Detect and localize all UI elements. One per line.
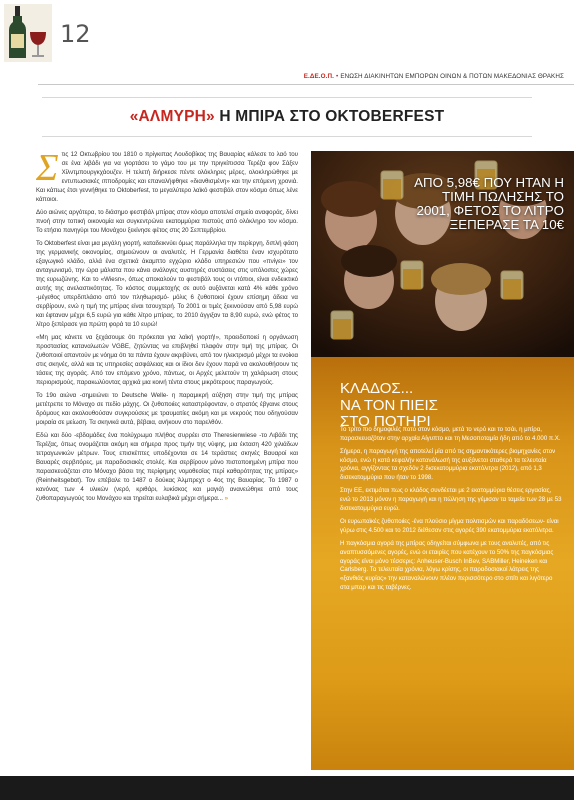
continue-arrow-icon: »	[224, 494, 229, 502]
sidebar-paragraph: Το τρίτο πιο δημοφιλές ποτό στον κόσμο, μετά το νερό και το τσάι, η μπίρα, παρασκευαζόταν στην αρχαία Αίγυπτο και τη Μεσοποταμία ήδη από το 4.000 π.Χ.	[340, 426, 561, 442]
sidebar-title-line: ΚΛΑΔΟΣ...	[340, 380, 414, 397]
footer-bar	[0, 776, 574, 800]
article-title	[130, 108, 445, 126]
header-divider	[38, 84, 574, 85]
sidebar-text	[340, 426, 562, 597]
sidebar-paragraph: Σήμερα, η παραγωγή της αποτελεί μία από τις σημαντικότερες βιομηχανίες στον κόσμο, ενώ η κατά κεφαλήν κατανάλωσή της αυξάνεται σταθερά τα τελευταία χρόνια, αγγίζοντας τα σχεδόν 2 δισεκατομμύρια εκατόλιτρα (2012), από 1,3 δισεκατομμύρια που ήταν το 1998.	[340, 447, 556, 482]
paragraph-text: τις 12 Οκτωβρίου του 1810 ο πρίγκιπας Λουδοβίκος της Βαυαρίας κάλεσε το λαό του σε ένα λιβάδι για να γιορτάσει το γάμο του με την πριγκίπισσα Τερέζα φον Σάξεν Χίλντμπουργκχάουζεν. Η τελετή διήρκεσε πέντε ολόκληρες μέρες, ολοκληρώθηκε με εντυπωσιακές ιπποδρομίες και επαναλήφθηκε «διανθισμένη» και την επόμενη χρονιά. Και κάπως έτσι γεννήθηκε το Oktoberfest, το μεγαλύτερο λαϊκό φεστιβάλ στον κόσμο όπως λένε κάποιοι.	[36, 151, 298, 203]
article-title-bar	[42, 97, 532, 137]
org-abbreviation: Ε.ΔΕ.Ο.Π.	[303, 73, 334, 80]
org-name: ΕΝΩΣΗ ΔΙΑΚΙΝΗΤΩΝ ΕΜΠΟΡΩΝ ΟΙΝΩΝ & ΠΟΤΩΝ ΜΑΚΕΔΟΝΙΑΣ ΘΡΑΚΗΣ	[340, 73, 564, 80]
drop-cap: Σ	[36, 147, 59, 189]
org-separator: •	[336, 73, 339, 80]
title-highlight: «ΑΛΜΥΡΗ»	[129, 108, 215, 125]
sidebar-title-line: ΝΑ ΤΟΝ ΠΙΕΙΣ	[340, 396, 438, 414]
photo-caption: ΑΠΟ 5,98€ ΠΟΥ ΗΤΑΝ Η ΤΙΜΗ ΠΩΛΗΣΗΣ ΤΟ 2001, ΦΕΤΟΣ ΤΟ ΛΙΤΡΟ ΞΕΠΕΡΑΣΕ ΤΑ 10€	[414, 175, 564, 232]
sidebar-title-line: ΣΤΟ ΠΟΤΗΡΙ	[340, 413, 431, 430]
sidebar-paragraph: Οι ευρωπαϊκές ζυθοποιίες -ένα πλούσιο μίγμα πολιτισμών και παραδόσεων- είναι γύρω στις 4.500 και το 2012 διέθεσαν στις αγορές 390 εκατομμύρια εκατόλιτρα.	[340, 518, 559, 534]
header-bar	[0, 0, 574, 67]
article-paragraph: Το 19ο αιώνα -σημειώνει το Deutsche Welle- η παραμικρή αύξηση στην τιμή της μπίρας μετέτρεπε το Μόναχο σε πεδίο μάχης. Οι ζυθοποιίες καταστρέφονταν, ο στρατός έβγαινε στους δρόμους και ακολουθούσαν συγκρούσεις με τραυματίες ακόμη και με νεκρούς που οδηγούσαν μοιραία σε μείωση. Τα σκηνικά αυτά, βέβαια, ανήκουν στο παρελθόν.	[36, 392, 298, 426]
paragraph-text: Εδώ και δύο -εβδομάδες ένα πολύχρωμο πλήθος συρρέει στο Theresienwiese -το Λιβάδι της Τερέζας, όπως ονομάζεται ακόμη και σήμερα προς τιμήν της νύφης, μια έκταση 420 χιλιάδων τετραγωνικών μέτρων. Τους επισκέπτες υποδέχονται σε 14 τεράστιες σκηνές Βαυαροί και Βαυαρές σερβιτόρες, με παραδοσιακές στολές. Και σερβίρουν μόνο πιστοποιημένη μπίρα που παρασκευάζεται στο Μόναχο βάσει της περίφημης νομοθεσίας περί καθαρότητας της μπίρας» (Reinheitsgebot). Τον επέβαλε το 1487 ο δούκας Άλμπρεχτ ο 4ος της Βαυαρίας. Το 1987 ο κανόνας των 4 υλικών (νερό, κριθάρι, λυκίσκος και μαγιά) ανανεώθηκε από τους ζυθοπαραγωγούς του Μονάχου και τηρείται ευλαβικά μέχρι σήμερα...	[36, 432, 298, 502]
article-paragraph	[36, 147, 298, 204]
article-paragraph	[36, 432, 298, 503]
article-body	[36, 147, 298, 508]
article-paragraph: Το Oktoberfest είναι μια μεγάλη γιορτή, καταδεικνύει όμως παράλληλα την περίεργη, διπλή φάση της γερμανικής οικονομίας, σημειώνουν οι αναλυτές. Η Γερμανία διαθέτει έναν ισχυρότατο εξαγωγικό κλάδο, αλλά ένα σχετικά άκαμπτο εγχώριο κλάδο υπηρεσιών που «πνίγει» τον ανταγωνισμό, την ώρα μάλιστα που κάνει ανάλογες αυστηρές συστάσεις στις υπόλοιπες χώρες της ευρωζώνης. Και το «Wiesn», όπως αποκαλούν το φεστιβάλ τους οι ντόπιοι, είναι ενδεικτικό αυτής της ανελαστικότητας. Το κόστος συμμετοχής σε αυτό αυξάνεται κατά 4% κάθε χρόνο -μέγεθος υπερδιπλάσιο από τον πληθωρισμό- μόλις 6 ζυθοποιοί έχουν επίσημη άδεια να σερβίρουν, ενώ η τιμή της μπίρας είναι τσουχτερή. Το 2001 οι τιμές ξεκινούσαν από 5,98 ευρώ και έφταναν μέχρι 6,5 ευρώ για κάθε λίτρο μπίρας, το 2010 άγγιξαν τα 8,90 ευρώ, ενώ φέτος το λίτρο ξεπέρασε για πρώτη φορά τα 10 ευρώ!	[36, 240, 298, 328]
wine-bottle-glass-icon	[4, 4, 52, 62]
title-rest: Η ΜΠΙΡΑ ΣΤΟ OKTOBERFEST	[219, 108, 445, 125]
page-number: 12	[60, 20, 91, 48]
sidebar-paragraph: Στην ΕΕ, εκτιμάται πως ο κλάδος συνδέεται με 2 εκατομμύρια θέσεις εργασίας, ενώ το 2013 μόνον η παραγωγή και η πώληση της γέμισαν τα ταμεία των 28 με 53 δισεκατομμύρια ευρώ.	[340, 487, 562, 512]
sidebar-paragraph: Η παγκόσμια αγορά της μπίρας οδηγείται σύμφωνα με τους αναλυτές, από τις αναπτυσσόμενες αγορές, ενώ οι εταιρίες που κατέχουν το 50% της παγκόσμιας αγοράς είναι μόνο τέσσερις: Anheuser-Busch InBev, SABMiller, Heineken και Carlsberg. Τα τελευταία χρόνια, λόγω κρίσης, οι παραδοσιακοί λάτρεις της «ξανθιάς κυρίας» την καταναλώνουν πλέον περισσότερο στο σπίτι και λιγότερο στα μπαρ και τις ταβέρνες.	[340, 539, 554, 591]
sidebar-title	[340, 381, 540, 431]
article-paragraph: Δύο αιώνες αργότερα, το διάσημο φεστιβάλ μπίρας στον κόσμο αποτελεί σημείο αναφοράς, δίνει πνοή στην τοπική οικονομία και συγκεντρώνει εκατομμύρια πιστούς από ολόκληρο τον κόσμο. Το ετήσιο πανηγύρι του Μονάχου ξεκίνησε φέτος στις 20 Σεπτεμβρίου.	[36, 209, 298, 234]
article-paragraph: «Μη μας κάνετε να ξεχάσουμε ότι πρόκειται για λαϊκή γιορτή!», προειδοποιεί η οργάνωση προστασίας καταναλωτών VGBE, ζητώντας να επιβληθεί πλαφόν στην τιμή της μπίρας. Οι ζυθοποιοί απαντούν με νόημα ότι τα πάντα έχουν ακριβύνει, από τον ηλεκτρισμό μέχρι τα ενοίκια στις σκηνές, αλλά και τις υπηρεσίες ασφάλειας και οι ίδιοι δεν έχουν παρά να ακολουθήσουν τις τάσεις της αγοράς. Από τον επόμενο χρόνο, πάντως, οι Αρχές μελετούν τη χαλάρωση στους περιορισμούς, παρακωλύοντας αρχικά μια κοινή τέντα στους μικρότερους παραγωγούς.	[36, 334, 298, 386]
organization-line	[304, 73, 564, 80]
